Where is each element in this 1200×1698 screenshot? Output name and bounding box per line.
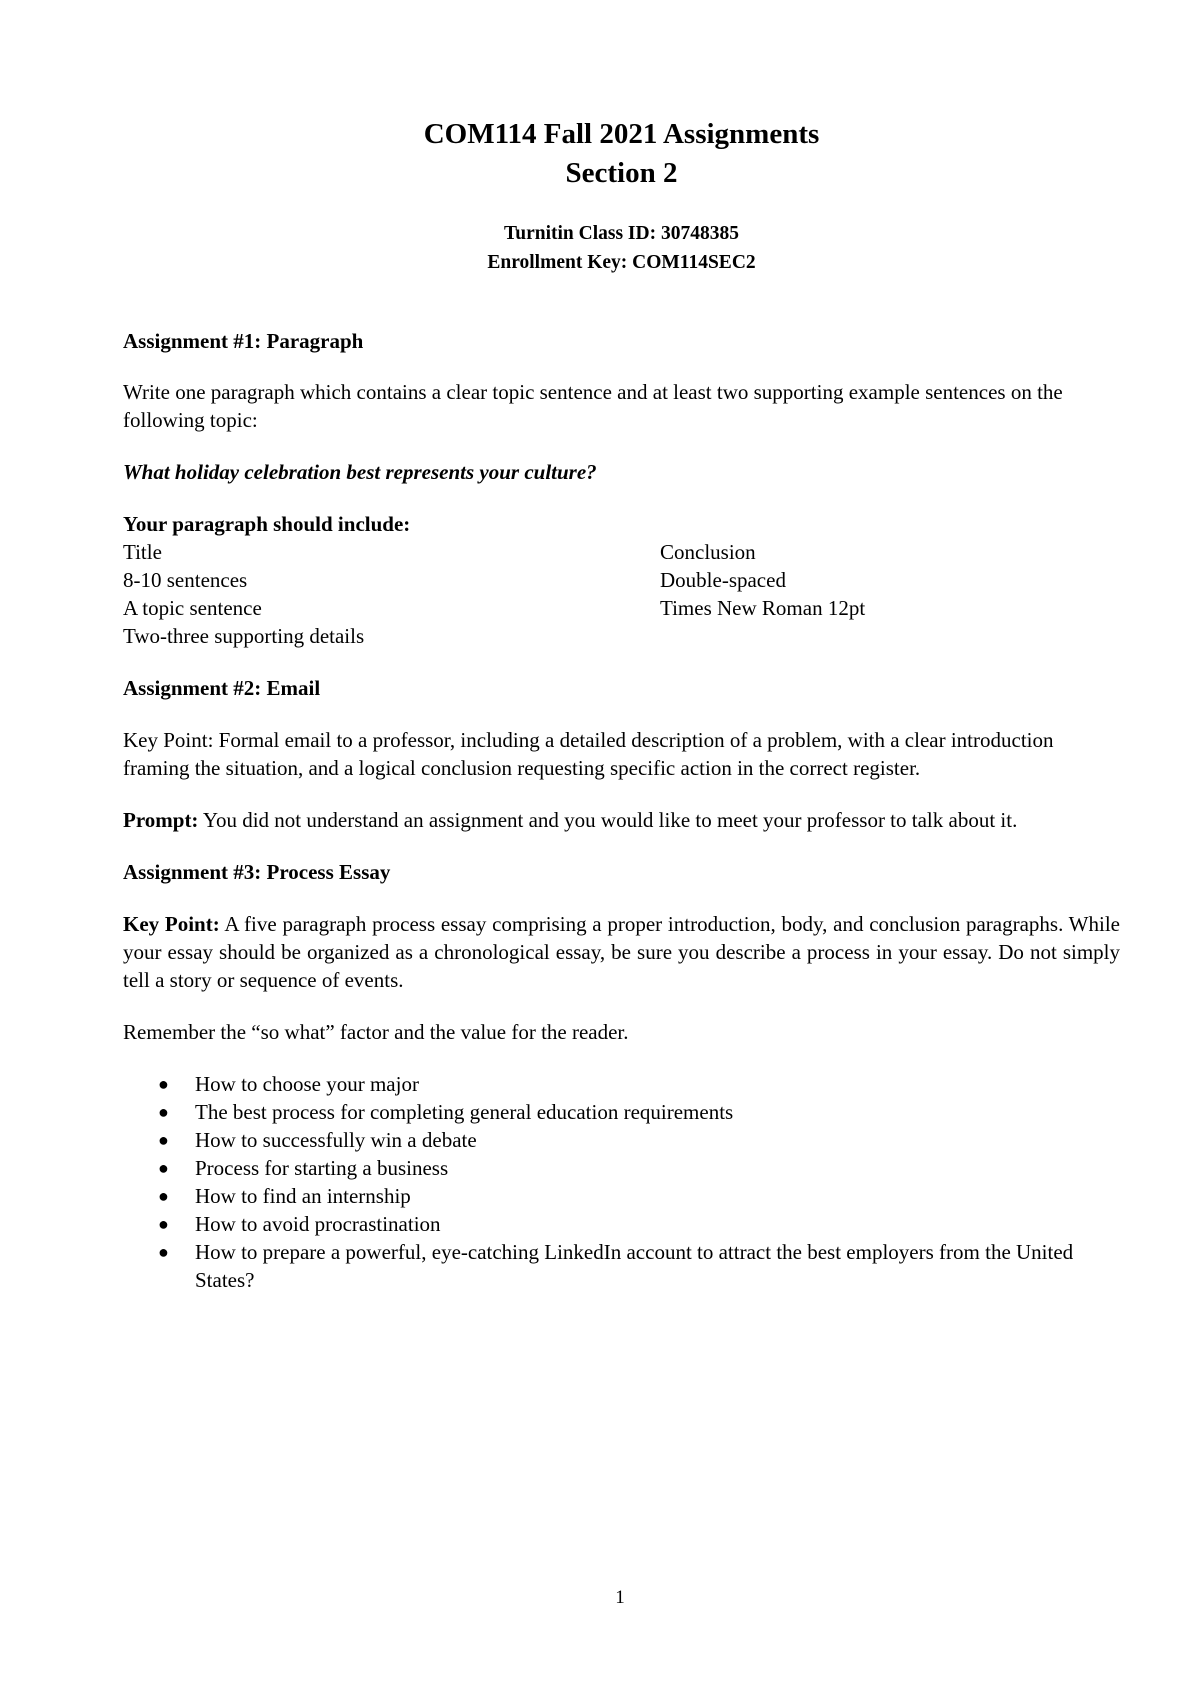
requirement-item: Two-three supporting details xyxy=(123,624,365,648)
bullet-icon: ● xyxy=(158,1214,169,1234)
bullet-icon: ● xyxy=(158,1158,169,1178)
assignment-1-heading: Assignment #1: Paragraph xyxy=(123,329,364,353)
prompt-text: You did not understand an assignment and you would like to meet your professor to talk about it. xyxy=(198,808,1018,832)
requirement-item: Title xyxy=(123,540,162,564)
bullet-icon: ● xyxy=(158,1186,169,1206)
requirement-item: Double-spaced xyxy=(660,568,786,592)
list-item: ● How to find an internship xyxy=(158,1184,411,1208)
requirements-heading: Your paragraph should include: xyxy=(123,512,411,536)
assignment-3-heading: Assignment #3: Process Essay xyxy=(123,860,391,884)
list-item: ● Process for starting a business xyxy=(158,1156,449,1180)
assignment-2-prompt xyxy=(123,806,1120,834)
assignment-2-heading: Assignment #2: Email xyxy=(123,676,321,700)
list-item: ● How to successfully win a debate xyxy=(158,1128,477,1152)
assignment-3-reminder: Remember the “so what” factor and the value for the reader. xyxy=(123,1020,629,1044)
list-item: ● The best process for completing general education requirements xyxy=(158,1100,734,1124)
requirements-list xyxy=(123,538,1120,650)
class-id: Turnitin Class ID: 30748385 xyxy=(504,223,739,244)
list-item: ● How to prepare a powerful, eye-catching LinkedIn account to attract the best employers from the United States? xyxy=(158,1240,1074,1292)
requirements-left-column xyxy=(123,538,660,650)
assignment-3-key-point xyxy=(123,910,1120,994)
requirements-right-column xyxy=(660,538,1120,650)
assignment-2-key-point: Key Point: Formal email to a professor, including a detailed description of a problem, with a clear introduction framing the situation, and a logical conclusion requesting specific action in the correct register. xyxy=(123,728,1054,780)
list-item: ● How to avoid procrastination xyxy=(158,1212,441,1236)
key-point-label: Key Point: xyxy=(123,912,220,936)
prompt-label: Prompt: xyxy=(123,808,199,832)
bullet-icon: ● xyxy=(158,1242,169,1262)
key-point-text: A five paragraph process essay comprising a proper introduction, body, and conclusion paragraphs. While your essay should be organized as a chronological essay, be sure you describe a process in your essay. Do not simply tell a story or sequence of events. xyxy=(123,912,1120,992)
assignment-1-question: What holiday celebration best represents your culture? xyxy=(123,460,597,484)
bullet-icon: ● xyxy=(158,1130,169,1150)
requirement-item: A topic sentence xyxy=(123,596,262,620)
section-title: Section 2 xyxy=(565,157,678,189)
bullet-icon: ● xyxy=(158,1074,169,1094)
list-item: ● How to choose your major xyxy=(158,1072,419,1096)
page-number: 1 xyxy=(615,1587,625,1608)
topic-list xyxy=(123,1070,1120,1294)
bullet-icon: ● xyxy=(158,1102,169,1122)
enrollment-key: Enrollment Key: COM114SEC2 xyxy=(487,252,756,273)
requirement-item: Conclusion xyxy=(660,540,756,564)
assignment-1-instructions: Write one paragraph which contains a clear topic sentence and at least two supporting example sentences on the following topic: xyxy=(123,380,1063,432)
document-title: COM114 Fall 2021 Assignments xyxy=(423,118,820,150)
document-content xyxy=(123,115,1120,1294)
requirement-item: Times New Roman 12pt xyxy=(660,596,866,620)
requirement-item: 8-10 sentences xyxy=(123,568,248,592)
